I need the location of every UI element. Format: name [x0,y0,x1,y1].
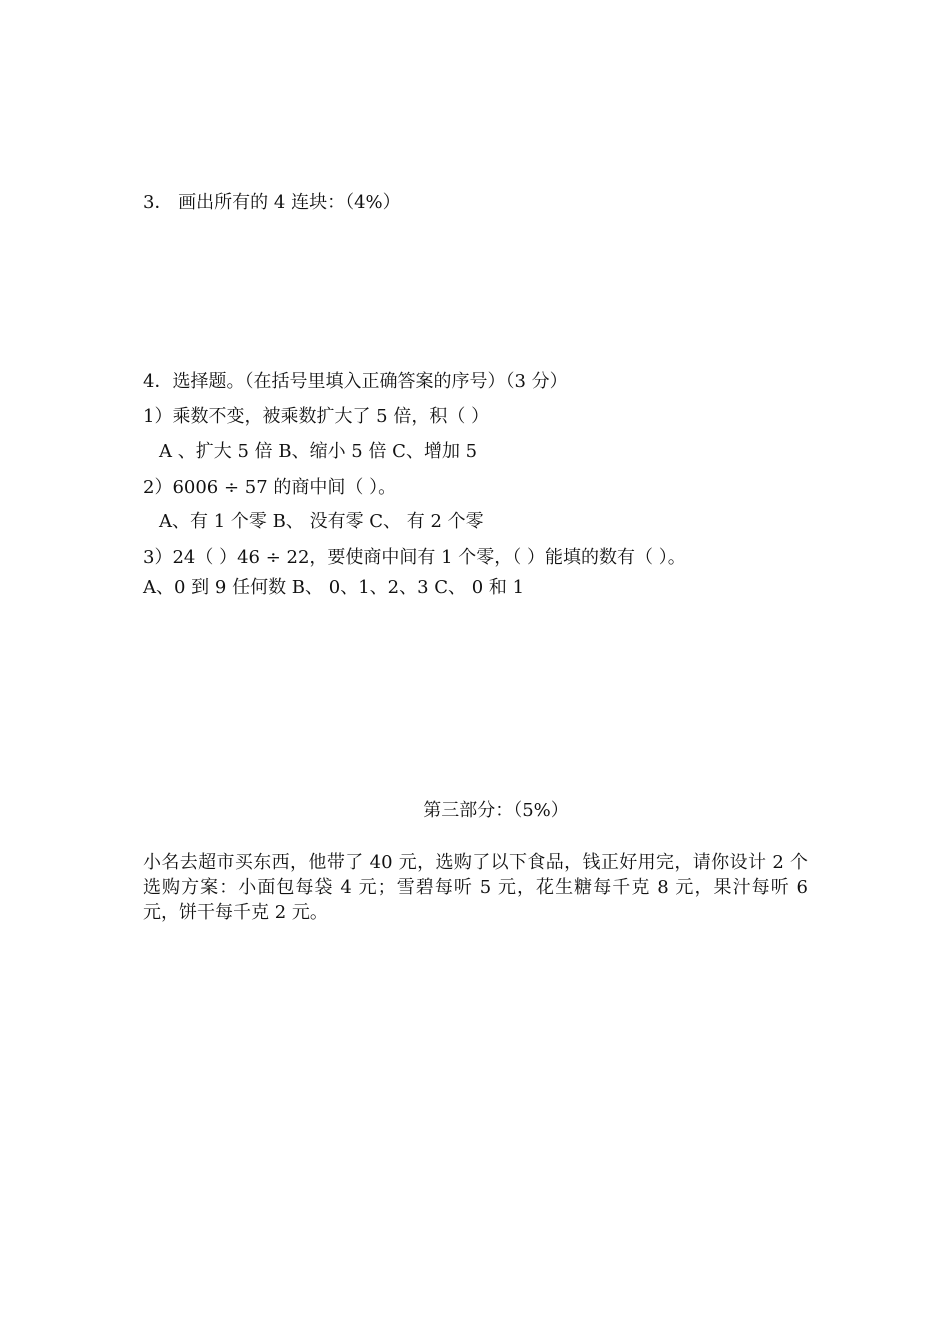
question-4-3: 3）24（ ）46 ÷ 22，要使商中间有 1 个零，（ ）能填的数有（ ）。 [143,547,686,568]
question-4-2: 2）6006 ÷ 57 的商中间（ ）。 [143,477,397,498]
question-4-1-options: A 、扩大 5 倍 B、缩小 5 倍 C、增加 5 [159,441,478,462]
question-4-1: 1）乘数不变，被乘数扩大了 5 倍，积（ ） [143,406,490,427]
question-4-title: 4．选择题。（在括号里填入正确答案的序号）（3 分） [143,371,568,392]
question-4-2-options: A、有 1 个零 B、 没有零 C、 有 2 个零 [159,511,484,532]
part-3-title: 第三部分：（5%） [423,800,569,821]
question-4-3-options: A、0 到 9 任何数 B、 0、1、2、3 C、 0 和 1 [143,577,525,598]
question-3-title: 3． 画出所有的 4 连块：（4%） [143,192,401,213]
part-3-problem-text: 小名去超市买东西，他带了 40 元，选购了以下食品，钱正好用完，请你设计 2 个选购方案：小面包每袋 4 元；雪碧每听 5 元，花生糖每千克 8 元，果汁每听 6 元，饼干每千克 2 元。 [143,852,808,923]
